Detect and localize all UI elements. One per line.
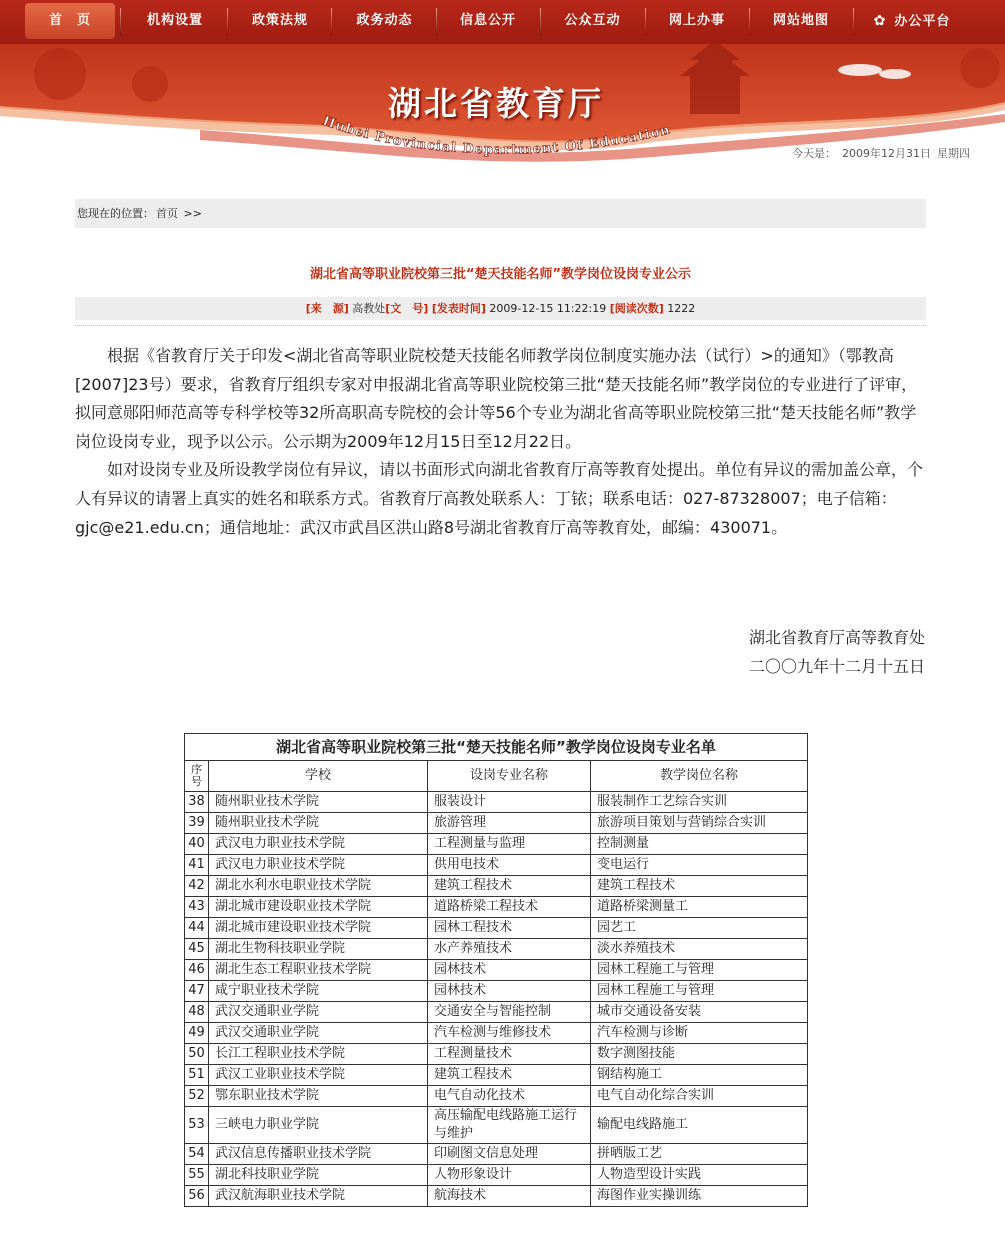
cell-index: 51: [185, 1065, 209, 1086]
cell-school: 武汉电力职业技术学院: [209, 855, 428, 876]
cell-specialty: 供用电技术: [428, 855, 591, 876]
meta-source: 高教处: [352, 302, 386, 315]
cell-position: 园艺工: [591, 918, 808, 939]
nav-online-service[interactable]: 网上办事: [668, 13, 725, 28]
cell-position: 园林工程施工与管理: [591, 981, 808, 1002]
cell-school: 随州职业技术学院: [209, 813, 428, 834]
nav-office-platform[interactable]: [862, 3, 962, 39]
date-weekday: 星期四: [937, 147, 970, 160]
cell-position: 拼晒版工艺: [591, 1144, 808, 1165]
cell-specialty: 工程测量技术: [428, 1044, 591, 1065]
date-display: [792, 145, 976, 161]
cell-school: 武汉电力职业技术学院: [209, 834, 428, 855]
divider: [75, 325, 926, 326]
signature-block: [749, 624, 925, 681]
nav-interaction[interactable]: 公众互动: [564, 13, 621, 28]
table-row: [185, 1144, 808, 1165]
cell-position: 汽车检测与诊断: [591, 1023, 808, 1044]
breadcrumb-home-link[interactable]: 首页: [156, 207, 178, 220]
cell-specialty: 汽车检测与维修技术: [428, 1023, 591, 1044]
table-row: [185, 1165, 808, 1186]
cell-school: 武汉交通职业学院: [209, 1023, 428, 1044]
nav-divider: [120, 8, 121, 36]
cell-specialty: 工程测量与监理: [428, 834, 591, 855]
meta-docno-label: [文 号]: [385, 302, 429, 315]
header-specialty: 设岗专业名称: [428, 761, 591, 792]
breadcrumb-separator: >>: [183, 207, 202, 220]
flower-icon: ✿: [873, 13, 887, 29]
meta-reads: 1222: [667, 302, 696, 315]
cell-school: 武汉航海职业技术学院: [209, 1186, 428, 1207]
table-row: [185, 1107, 808, 1144]
cell-school: 长江工程职业技术学院: [209, 1044, 428, 1065]
header-school: 学校: [209, 761, 428, 792]
cell-specialty: 园林技术: [428, 981, 591, 1002]
cell-position: 人物造型设计实践: [591, 1165, 808, 1186]
nav-home[interactable]: 首 页: [25, 3, 115, 39]
cell-position: 城市交通设备安装: [591, 1002, 808, 1023]
table-row: [185, 792, 808, 813]
cell-index: 55: [185, 1165, 209, 1186]
cell-index: 38: [185, 792, 209, 813]
specialty-table: [184, 733, 808, 1207]
date-label: 今天是：: [792, 147, 836, 160]
cell-school: 湖北生态工程职业技术学院: [209, 960, 428, 981]
svg-text:Hubei Provincial Department Of: [321, 114, 673, 158]
cell-position: 数字测图技能: [591, 1044, 808, 1065]
breadcrumb: [75, 199, 926, 228]
nav-divider: [227, 8, 228, 36]
cell-school: 咸宁职业技术学院: [209, 981, 428, 1002]
meta-reads-label: [阅读次数]: [609, 302, 664, 315]
nav-news[interactable]: 政务动态: [356, 13, 413, 28]
cell-specialty: 建筑工程技术: [428, 1065, 591, 1086]
article-body: [75, 342, 926, 542]
cell-index: 46: [185, 960, 209, 981]
cell-index: 53: [185, 1107, 209, 1144]
cell-position: 淡水养殖技术: [591, 939, 808, 960]
nav-divider: [331, 8, 332, 36]
table-row: [185, 855, 808, 876]
table-row: [185, 1044, 808, 1065]
nav-policy[interactable]: 政策法规: [251, 13, 308, 28]
signature-org: 湖北省教育厅高等教育处: [748, 628, 925, 647]
table-row: [185, 1065, 808, 1086]
table-row: [185, 1023, 808, 1044]
cell-school: 鄂东职业技术学院: [209, 1086, 428, 1107]
cell-school: 湖北城市建设职业技术学院: [209, 897, 428, 918]
cell-specialty: 人物形象设计: [428, 1165, 591, 1186]
cell-index: 48: [185, 1002, 209, 1023]
table-row: [185, 960, 808, 981]
cell-index: 47: [185, 981, 209, 1002]
nav-organization[interactable]: 机构设置: [146, 13, 203, 28]
header-index: 序号: [185, 761, 209, 792]
table-row: [185, 1086, 808, 1107]
paragraph: 如对设岗专业及所设教学岗位有异议，请以书面形式向湖北省教育厅高等教育处提出。单位有异议的需加盖公章，个人有异议的请署上真实的姓名和联系方式。省教育厅高教处联系人：丁铱；联系电话：027-87328007；电子信箱：gjc@e21.edu.cn；通信地址：武汉市武昌区洪山路8号湖北省教育厅高等教育处，邮编：430071。: [75, 460, 924, 537]
cell-school: 武汉工业职业技术学院: [209, 1065, 428, 1086]
meta-time: 2009-12-15 11:22:19: [489, 302, 607, 315]
cell-school: 湖北水利水电职业技术学院: [209, 876, 428, 897]
header-position: 教学岗位名称: [591, 761, 808, 792]
cell-position: 海图作业实操训练: [591, 1186, 808, 1207]
cell-index: 49: [185, 1023, 209, 1044]
cell-index: 45: [185, 939, 209, 960]
cell-specialty: 服装设计: [428, 792, 591, 813]
breadcrumb-prefix: 您现在的位置：: [77, 207, 154, 220]
cell-specialty: 电气自动化技术: [428, 1086, 591, 1107]
cell-position: 建筑工程技术: [591, 876, 808, 897]
table-row: [185, 939, 808, 960]
table-row: [185, 1002, 808, 1023]
cell-specialty: 园林工程技术: [428, 918, 591, 939]
meta-time-label: [发表时间]: [431, 302, 486, 315]
cell-specialty: 建筑工程技术: [428, 876, 591, 897]
table-header-row: [185, 761, 808, 792]
top-nav: [0, 0, 1005, 44]
cell-index: 41: [185, 855, 209, 876]
cell-position: 钢结构施工: [591, 1065, 808, 1086]
cell-index: 40: [185, 834, 209, 855]
table-caption: 湖北省高等职业院校第三批“楚天技能名师”教学岗位设岗专业名单: [185, 734, 808, 761]
site-subtitle: Hubei Provincial Department Of Education: [320, 113, 673, 158]
cell-specialty: 道路桥梁工程技术: [428, 897, 591, 918]
table-row: [185, 834, 808, 855]
nav-office-label: 办公平台: [894, 14, 951, 29]
cell-index: 56: [185, 1186, 209, 1207]
cell-specialty: 高压输配电线路施工运行与维护: [428, 1107, 591, 1144]
cell-school: 湖北城市建设职业技术学院: [209, 918, 428, 939]
cell-index: 42: [185, 876, 209, 897]
cell-position: 电气自动化综合实训: [591, 1086, 808, 1107]
cell-school: 武汉交通职业学院: [209, 1002, 428, 1023]
article-title: 湖北省高等职业院校第三批“楚天技能名师”教学岗位设岗专业公示: [309, 267, 692, 282]
date-value: 2009年12月31日: [842, 147, 931, 160]
table-row: [185, 981, 808, 1002]
cell-index: 44: [185, 918, 209, 939]
nav-sitemap[interactable]: 网站地图: [772, 13, 829, 28]
cell-specialty: 园林技术: [428, 960, 591, 981]
cell-position: 输配电线路施工: [591, 1107, 808, 1144]
cell-specialty: 旅游管理: [428, 813, 591, 834]
table-row: [185, 918, 808, 939]
cell-position: 道路桥梁测量工: [591, 897, 808, 918]
paragraph: 根据《省教育厅关于印发<湖北省高等职业院校楚天技能名师教学岗位制度实施办法（试行）>的通知》（鄂教高[2007]23号）要求，省教育厅组织专家对申报湖北省高等职业院校第三批“楚天技能名师”教学岗位的专业进行了评审，拟同意郧阳师范高等专科学校等32所高职高专院校的会计等56个专业为湖北省高等职业院校第三批“楚天技能名师”教学岗位设岗专业，现予以公示。公示期为2009年12月15日至12月22日。: [75, 346, 918, 451]
cell-school: 随州职业技术学院: [209, 792, 428, 813]
table-row: [185, 897, 808, 918]
cell-index: 52: [185, 1086, 209, 1107]
cell-school: 三峡电力职业学院: [209, 1107, 428, 1144]
cell-specialty: 航海技术: [428, 1186, 591, 1207]
cell-specialty: 水产养殖技术: [428, 939, 591, 960]
cell-position: 变电运行: [591, 855, 808, 876]
article-meta: [75, 297, 926, 320]
cell-position: 园林工程施工与管理: [591, 960, 808, 981]
cell-position: 旅游项目策划与营销综合实训: [591, 813, 808, 834]
table-row: [185, 813, 808, 834]
meta-source-label: [来 源]: [305, 302, 349, 315]
signature-date: 二〇〇九年十二月十五日: [748, 656, 925, 676]
table-row: [185, 876, 808, 897]
cell-position: 控制测量: [591, 834, 808, 855]
cell-index: 50: [185, 1044, 209, 1065]
cell-index: 39: [185, 813, 209, 834]
cell-index: 43: [185, 897, 209, 918]
cell-specialty: 交通安全与智能控制: [428, 1002, 591, 1023]
cell-school: 湖北生物科技职业学院: [209, 939, 428, 960]
nav-info-public[interactable]: 信息公开: [459, 13, 516, 28]
cell-school: 武汉信息传播职业技术学院: [209, 1144, 428, 1165]
cell-specialty: 印刷图文信息处理: [428, 1144, 591, 1165]
nav-divider: [853, 8, 854, 36]
cell-index: 54: [185, 1144, 209, 1165]
site-title: 湖北省教育厅: [388, 84, 604, 123]
table-row: [185, 1186, 808, 1207]
cell-position: 服装制作工艺综合实训: [591, 792, 808, 813]
cell-school: 湖北科技职业学院: [209, 1165, 428, 1186]
